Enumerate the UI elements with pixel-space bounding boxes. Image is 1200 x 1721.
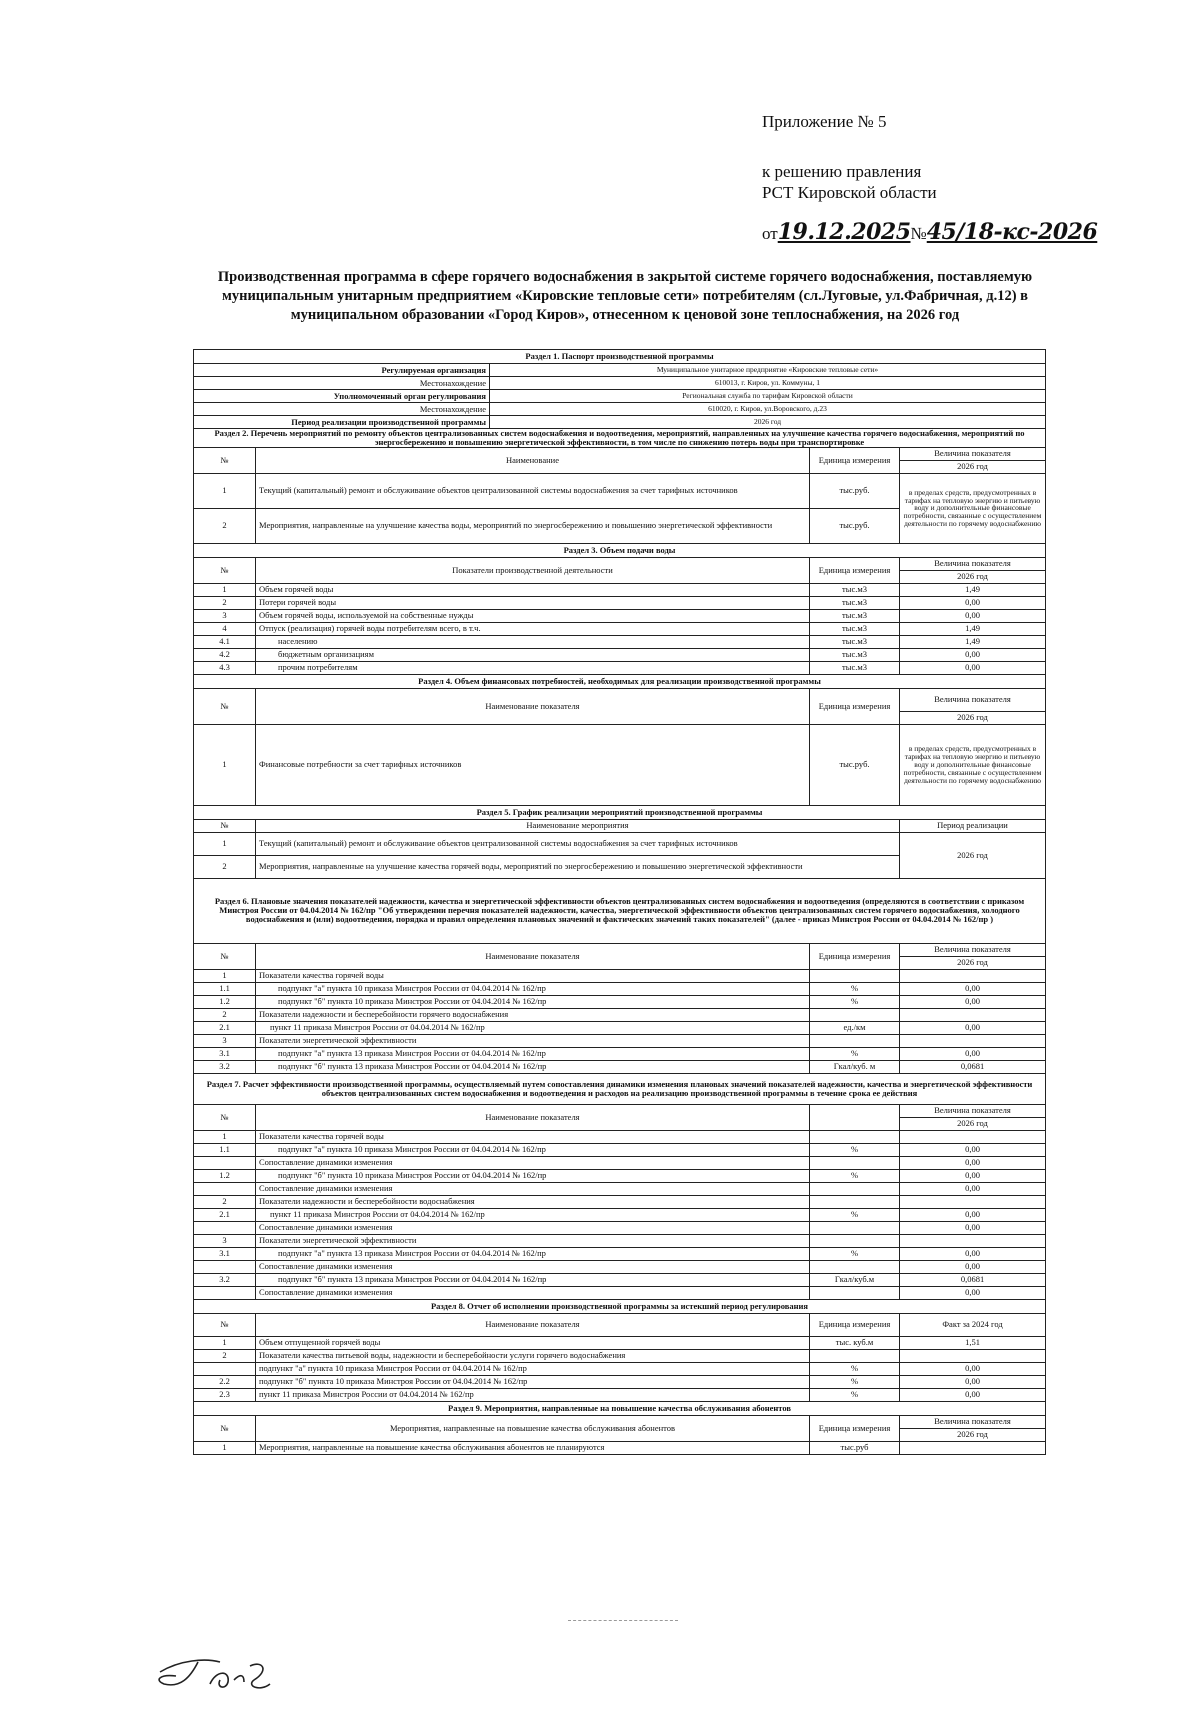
handwritten-signature-icon: [150, 1640, 290, 1700]
indicator-name: бюджетным организациям: [256, 648, 810, 661]
value-cell: 0,00: [900, 1208, 1046, 1221]
table-row: [194, 1349, 1046, 1362]
unit-cell: [810, 1234, 900, 1247]
row-number: 2.1: [194, 1208, 256, 1221]
value-cell: [900, 1195, 1046, 1208]
indicator-name: Показатели энергетической эффективности: [256, 1034, 810, 1047]
table-row: [194, 1104, 1046, 1117]
row-number: 1: [194, 1130, 256, 1143]
table-row: [194, 688, 1046, 711]
table-row: [194, 943, 1046, 956]
unit-cell: тыс.м3: [810, 583, 900, 596]
indicator-name: Финансовые потребности за счет тарифных источников: [256, 724, 810, 805]
table-row: [194, 429, 1046, 448]
indicator-name: пункт 11 приказа Минстроя России от 04.04.2014 № 162/пр: [256, 1021, 810, 1034]
program-table-body: [194, 350, 1046, 1455]
table-row: [194, 364, 1046, 377]
table-row: [194, 878, 1046, 943]
unit-cell: тыс.руб.: [810, 724, 900, 805]
unit-cell: %: [810, 995, 900, 1008]
value-cell: 0,00: [900, 995, 1046, 1008]
table-row: [194, 1047, 1046, 1060]
indicator-name: подпункт "а" пункта 10 приказа Минстроя России от 04.04.2014 № 162/пр: [256, 982, 810, 995]
table-row: [194, 635, 1046, 648]
table-row: [194, 473, 1046, 508]
unit-cell: %: [810, 1247, 900, 1260]
value-cell: 1,51: [900, 1336, 1046, 1349]
indicator-name: Объем отпущенной горячей воды: [256, 1336, 810, 1349]
header-unit: Единица измерения: [810, 1313, 900, 1336]
passport-value: 2026 год: [490, 416, 1046, 429]
indicator-name: подпункт "а" пункта 10 приказа Минстроя России от 04.04.2014 № 162/пр: [256, 1143, 810, 1156]
header-value: Величина показателя: [900, 688, 1046, 711]
indicator-name: подпункт "б" пункта 10 приказа Минстроя России от 04.04.2014 № 162/пр: [256, 1375, 810, 1388]
passport-label: Местонахождение: [194, 403, 490, 416]
indicator-name: подпункт "б" пункта 10 приказа Минстроя России от 04.04.2014 № 162/пр: [256, 995, 810, 1008]
unit-cell: %: [810, 1047, 900, 1060]
value-cell: 0,00: [900, 609, 1046, 622]
indicator-name: Потери горячей воды: [256, 596, 810, 609]
table-row: [194, 969, 1046, 982]
unit-cell: [810, 1034, 900, 1047]
indicator-name: Сопоставление динамики изменения: [256, 1221, 810, 1234]
indicator-name: подпункт "б" пункта 13 приказа Минстроя России от 04.04.2014 № 162/пр: [256, 1060, 810, 1073]
indicator-name: подпункт "а" пункта 13 приказа Минстроя России от 04.04.2014 № 162/пр: [256, 1047, 810, 1060]
row-number: 2.1: [194, 1021, 256, 1034]
value-cell: 0,00: [900, 1047, 1046, 1060]
table-row: [194, 1313, 1046, 1336]
row-number: 3.2: [194, 1060, 256, 1073]
section-heading: Раздел 8. Отчет об исполнении производственной программы за истекший период регулирования: [194, 1299, 1046, 1313]
table-row: [194, 1273, 1046, 1286]
table-row: [194, 1156, 1046, 1169]
section-heading: Раздел 1. Паспорт производственной программы: [194, 350, 1046, 364]
indicator-name: подпункт "б" пункта 13 приказа Минстроя России от 04.04.2014 № 162/пр: [256, 1273, 810, 1286]
unit-cell: тыс.м3: [810, 596, 900, 609]
indicator-name: прочим потребителям: [256, 661, 810, 674]
section-heading: Раздел 7. Расчет эффективности производственной программы, осуществляемый путем сопоставления динамики изменения плановых значений показателей надежности, качества и энергетической эффективности объектов централизованных систем водоснабжения и водоотведения и расходов на реализацию производственной программы в течение срока ее действия: [194, 1073, 1046, 1104]
header-unit: Единица измерения: [810, 1415, 900, 1441]
header-name: Наименование показателя: [256, 943, 810, 969]
table-row: [194, 447, 1046, 460]
value-cell: 0,00: [900, 1375, 1046, 1388]
table-row: [194, 390, 1046, 403]
unit-cell: тыс.м3: [810, 622, 900, 635]
table-row: [194, 1073, 1046, 1104]
footer-divider: [568, 1620, 678, 1621]
header-period: Период реализации: [900, 819, 1046, 832]
value-cell: 0,00: [900, 1260, 1046, 1273]
table-row: [194, 622, 1046, 635]
table-row: [194, 609, 1046, 622]
header-no: №: [194, 447, 256, 473]
appendix-block: [762, 112, 1097, 246]
passport-value: Муниципальное унитарное предприятие «Кировские тепловые сети»: [490, 364, 1046, 377]
indicator-name: пункт 11 приказа Минстроя России от 04.04.2014 № 162/пр: [256, 1388, 810, 1401]
row-number: [194, 1286, 256, 1299]
unit-cell: тыс. куб.м: [810, 1336, 900, 1349]
row-number: 3: [194, 1234, 256, 1247]
number-sign: №: [910, 224, 927, 244]
unit-cell: [810, 1286, 900, 1299]
value-cell: в пределах средств, предусмотренных в тарифах на тепловую энергию и питьевую воду и дополнительные финансовые потребности, связанные с осуществлением деятельности по горячему водоснабжению: [900, 724, 1046, 805]
header-fact: Факт за 2024 год: [900, 1313, 1046, 1336]
row-number: [194, 1260, 256, 1273]
table-row: [194, 819, 1046, 832]
header-no: №: [194, 557, 256, 583]
header-year: 2026 год: [900, 1428, 1046, 1441]
appendix-decision-line: к решению правления: [762, 162, 922, 182]
header-no: №: [194, 819, 256, 832]
indicator-name: Показатели качества горячей воды: [256, 1130, 810, 1143]
header-no: №: [194, 1104, 256, 1130]
unit-cell: тыс.руб.: [810, 473, 900, 508]
indicator-name: Показатели энергетической эффективности: [256, 1234, 810, 1247]
table-row: [194, 1182, 1046, 1195]
unit-cell: Гкал/куб.м: [810, 1273, 900, 1286]
table-row: [194, 661, 1046, 674]
unit-cell: [810, 969, 900, 982]
header-name: Наименование показателя: [256, 688, 810, 724]
indicator-name: Объем горячей воды, используемой на собственные нужды: [256, 609, 810, 622]
header-no: №: [194, 688, 256, 724]
table-row: [194, 1260, 1046, 1273]
row-number: 2: [194, 1195, 256, 1208]
value-cell: 1,49: [900, 583, 1046, 596]
table-row: [194, 1169, 1046, 1182]
value-cell: 0,00: [900, 1221, 1046, 1234]
row-number: 2: [194, 855, 256, 878]
unit-cell: [810, 1349, 900, 1362]
program-table: [193, 349, 1046, 1455]
indicator-name: населению: [256, 635, 810, 648]
section-heading: Раздел 5. График реализации мероприятий производственной программы: [194, 805, 1046, 819]
header-name: Показатели производственной деятельности: [256, 557, 810, 583]
unit-cell: [810, 1182, 900, 1195]
table-row: [194, 805, 1046, 819]
table-row: [194, 403, 1046, 416]
unit-cell: %: [810, 1169, 900, 1182]
header-name: Наименование: [256, 447, 810, 473]
table-row: [194, 1234, 1046, 1247]
unit-cell: %: [810, 1362, 900, 1375]
decision-date: 19.12.2025: [777, 219, 911, 246]
table-row: [194, 1415, 1046, 1428]
header-year: 2026 год: [900, 711, 1046, 724]
table-row: [194, 1021, 1046, 1034]
indicator-name: подпункт "а" пункта 10 приказа Минстроя России от 04.04.2014 № 162/пр: [256, 1362, 810, 1375]
section-heading: Раздел 3. Объем подачи воды: [194, 543, 1046, 557]
table-row: [194, 377, 1046, 390]
unit-cell: тыс.м3: [810, 661, 900, 674]
row-number: 4: [194, 622, 256, 635]
row-number: 2.2: [194, 1375, 256, 1388]
unit-cell: тыс.м3: [810, 635, 900, 648]
row-number: 1: [194, 969, 256, 982]
unit-cell: %: [810, 1388, 900, 1401]
table-row: [194, 1375, 1046, 1388]
row-number: 3.1: [194, 1247, 256, 1260]
header-unit: Единица измерения: [810, 557, 900, 583]
passport-label: Регулируемая организация: [194, 364, 490, 377]
row-number: 1: [194, 724, 256, 805]
table-row: [194, 557, 1046, 570]
table-row: [194, 1362, 1046, 1375]
indicator-name: пункт 11 приказа Минстроя России от 04.04.2014 № 162/пр: [256, 1208, 810, 1221]
table-row: [194, 1336, 1046, 1349]
indicator-name: подпункт "б" пункта 10 приказа Минстроя России от 04.04.2014 № 162/пр: [256, 1169, 810, 1182]
header-unit: Единица измерения: [810, 688, 900, 724]
unit-cell: %: [810, 1375, 900, 1388]
row-number: 2: [194, 508, 256, 543]
value-cell: 0,00: [900, 648, 1046, 661]
table-row: [194, 1060, 1046, 1073]
indicator-name: Показатели качества питьевой воды, надежности и бесперебойности услуги горячего водоснабжения: [256, 1349, 810, 1362]
row-number: 1: [194, 1441, 256, 1454]
value-cell: 0,00: [900, 1286, 1046, 1299]
indicator-name: Сопоставление динамики изменения: [256, 1182, 810, 1195]
table-row: [194, 1299, 1046, 1313]
value-cell: 1,49: [900, 635, 1046, 648]
indicator-name: Отпуск (реализация) горячей воды потребителям всего, в т.ч.: [256, 622, 810, 635]
row-number: 1: [194, 583, 256, 596]
measure-name: Мероприятия, направленные на повышение качества обслуживания абонентов не планируются: [256, 1441, 810, 1454]
table-row: [194, 1247, 1046, 1260]
row-number: 2: [194, 1008, 256, 1021]
unit-cell: [810, 1008, 900, 1021]
table-row: [194, 995, 1046, 1008]
section-heading: Раздел 2. Перечень мероприятий по ремонту объектов централизованных систем водоснабжения и водоотведения, мероприятий, направленных на улучшение качества горячего водоснабжения, мероприятий по энергосбережению и повышению энергетической эффективности, в том числе по снижению потерь воды при транспортировке: [194, 429, 1046, 448]
unit-cell: тыс.м3: [810, 648, 900, 661]
value-cell: [900, 1034, 1046, 1047]
header-value: Величина показателя: [900, 1415, 1046, 1428]
measure-name: Текущий (капитальный) ремонт и обслуживание объектов централизованной системы водоснабжения за счет тарифных источников: [256, 832, 900, 855]
table-row: [194, 1286, 1046, 1299]
unit-cell: [810, 1130, 900, 1143]
header-value: Величина показателя: [900, 1104, 1046, 1117]
row-number: 1: [194, 832, 256, 855]
value-cell: [900, 1008, 1046, 1021]
table-row: [194, 1008, 1046, 1021]
row-number: 2: [194, 596, 256, 609]
measure-name: Мероприятия, направленные на улучшение качества горячей воды, мероприятий по энергосбережению и повышению энергетической эффективности: [256, 855, 900, 878]
row-number: 4.3: [194, 661, 256, 674]
row-number: 3: [194, 609, 256, 622]
table-row: [194, 724, 1046, 805]
table-row: [194, 1401, 1046, 1415]
table-row: [194, 832, 1046, 855]
section-heading: Раздел 4. Объем финансовых потребностей, необходимых для реализации производственной программы: [194, 674, 1046, 688]
value-cell: [900, 1441, 1046, 1454]
unit-cell: %: [810, 1143, 900, 1156]
row-number: [194, 1221, 256, 1234]
value-cell: 0,00: [900, 1388, 1046, 1401]
header-no: №: [194, 1313, 256, 1336]
from-prefix: от: [762, 224, 778, 244]
table-row: [194, 1130, 1046, 1143]
header-year: 2026 год: [900, 956, 1046, 969]
passport-label: Период реализации производственной программы: [194, 416, 490, 429]
row-number: 3.2: [194, 1273, 256, 1286]
indicator-name: Показатели качества горячей воды: [256, 969, 810, 982]
value-cell: 0,00: [900, 1169, 1046, 1182]
value-cell: [900, 1349, 1046, 1362]
row-number: 3.1: [194, 1047, 256, 1060]
table-row: [194, 416, 1046, 429]
row-number: 1.2: [194, 1169, 256, 1182]
table-row: [194, 1034, 1046, 1047]
table-row: [194, 648, 1046, 661]
table-row: [194, 583, 1046, 596]
row-number: [194, 1182, 256, 1195]
row-number: [194, 1362, 256, 1375]
value-cell: 0,00: [900, 661, 1046, 674]
row-number: [194, 1156, 256, 1169]
indicator-name: Сопоставление динамики изменения: [256, 1156, 810, 1169]
value-cell: 0,0681: [900, 1060, 1046, 1073]
passport-label: Уполномоченный орган регулирования: [194, 390, 490, 403]
appendix-authority-line: РСТ Кировской области: [762, 182, 937, 202]
appendix-date-line: [762, 219, 1097, 245]
row-number: 1.2: [194, 995, 256, 1008]
value-cell: 0,0681: [900, 1273, 1046, 1286]
value-cell: [900, 1234, 1046, 1247]
value-cell: 0,00: [900, 1143, 1046, 1156]
row-number: 1.1: [194, 982, 256, 995]
row-number: 4.2: [194, 648, 256, 661]
header-value: Величина показателя: [900, 447, 1046, 460]
table-row: [194, 1143, 1046, 1156]
table-row: [194, 1221, 1046, 1234]
unit-cell: ед./км: [810, 1021, 900, 1034]
table-row: [194, 1441, 1046, 1454]
header-value: Величина показателя: [900, 943, 1046, 956]
indicator-name: Объем горячей воды: [256, 583, 810, 596]
passport-value: Региональная служба по тарифам Кировской области: [490, 390, 1046, 403]
section-heading: Раздел 9. Мероприятия, направленные на повышение качества обслуживания абонентов: [194, 1401, 1046, 1415]
header-year: 2026 год: [900, 460, 1046, 473]
unit-cell: Гкал/куб. м: [810, 1060, 900, 1073]
indicator-name: Сопоставление динамики изменения: [256, 1286, 810, 1299]
header-year: 2026 год: [900, 570, 1046, 583]
value-cell: 0,00: [900, 1247, 1046, 1260]
table-row: [194, 1388, 1046, 1401]
table-row: [194, 350, 1046, 364]
value-cell: 0,00: [900, 1182, 1046, 1195]
unit-cell: %: [810, 1208, 900, 1221]
value-cell: 0,00: [900, 1156, 1046, 1169]
value-cell: 0,00: [900, 1021, 1046, 1034]
header-value: Величина показателя: [900, 557, 1046, 570]
value-cell: в пределах средств, предусмотренных в тарифах на тепловую энергию и питьевую воду и дополнительные финансовые потребности, связанные с осуществлением деятельности по горячему водоснабжению: [900, 473, 1046, 543]
header-year: 2026 год: [900, 1117, 1046, 1130]
value-cell: 1,49: [900, 622, 1046, 635]
table-row: [194, 1208, 1046, 1221]
header-no: №: [194, 1415, 256, 1441]
indicator-name: Сопоставление динамики изменения: [256, 1260, 810, 1273]
table-row: [194, 1195, 1046, 1208]
unit-cell: [810, 1221, 900, 1234]
indicator-name: Показатели надежности и бесперебойности водоснабжения: [256, 1195, 810, 1208]
period-cell: 2026 год: [900, 832, 1046, 878]
value-cell: 0,00: [900, 596, 1046, 609]
row-number: 1: [194, 1336, 256, 1349]
decision-number: 45/18-кс-2026: [926, 219, 1098, 246]
measure-name: Мероприятия, направленные на улучшение качества воды, мероприятий по энергосбережению и повышению энергетической эффективности: [256, 508, 810, 543]
indicator-name: Показатели надежности и бесперебойности горячего водоснабжения: [256, 1008, 810, 1021]
unit-cell: [810, 1260, 900, 1273]
value-cell: 0,00: [900, 1362, 1046, 1375]
header-unit: Единица измерения: [810, 943, 900, 969]
header-name: Наименование мероприятия: [256, 819, 900, 832]
header-name: Мероприятия, направленные на повышение качества обслуживания абонентов: [256, 1415, 810, 1441]
header-name: Наименование показателя: [256, 1313, 810, 1336]
passport-label: Местонахождение: [194, 377, 490, 390]
passport-value: 610020, г. Киров, ул.Воровского, д.23: [490, 403, 1046, 416]
header-no: №: [194, 943, 256, 969]
table-row: [194, 596, 1046, 609]
header-unit: [810, 1104, 900, 1130]
passport-value: 610013, г. Киров, ул. Коммуны, 1: [490, 377, 1046, 390]
value-cell: [900, 1130, 1046, 1143]
section-heading: Раздел 6. Плановые значения показателей надежности, качества и энергетической эффективности объектов централизованных систем водоснабжения и водоотведения (определяются в соответствии с приказом Минстроя России от 04.04.2014 № 162/пр "Об утверждении перечня показателей надежности, качества, энергетической эффективности объектов централизованных систем горячего водоснабжения, холодного водоснабжения и (или) водоотведения, порядка и правил определения плановых значений и фактических значений таких показателей" (далее - приказ Минстроя России от 04.04.2014 № 162/пр ): [194, 878, 1046, 943]
row-number: 4.1: [194, 635, 256, 648]
table-row: [194, 982, 1046, 995]
row-number: 2: [194, 1349, 256, 1362]
document-title: Производственная программа в сфере горячего водоснабжения в закрытой системе горячего водоснабжения, поставляемую муниципальным унитарным предприятием «Кировские тепловые сети» потребителям (сл.Луговые, ул.Фабричная, д.12) в муниципальном образовании «Город Киров», отнесенном к ценовой зоне теплоснабжения, на 2026 год: [217, 269, 1033, 323]
appendix-number: Приложение № 5: [762, 112, 887, 131]
table-row: [194, 674, 1046, 688]
row-number: 3: [194, 1034, 256, 1047]
measure-name: Текущий (капитальный) ремонт и обслуживание объектов централизованной системы водоснабжения за счет тарифных источников: [256, 473, 810, 508]
header-name: Наименование показателя: [256, 1104, 810, 1130]
header-unit: Единица измерения: [810, 447, 900, 473]
value-cell: [900, 969, 1046, 982]
table-row: [194, 543, 1046, 557]
row-number: 2.3: [194, 1388, 256, 1401]
value-cell: 0,00: [900, 982, 1046, 995]
unit-cell: [810, 1195, 900, 1208]
unit-cell: [810, 1156, 900, 1169]
unit-cell: тыс.м3: [810, 609, 900, 622]
row-number: 1: [194, 473, 256, 508]
row-number: 1.1: [194, 1143, 256, 1156]
unit-cell: %: [810, 982, 900, 995]
indicator-name: подпункт "а" пункта 13 приказа Минстроя России от 04.04.2014 № 162/пр: [256, 1247, 810, 1260]
unit-cell: тыс.руб: [810, 1441, 900, 1454]
unit-cell: тыс.руб.: [810, 508, 900, 543]
